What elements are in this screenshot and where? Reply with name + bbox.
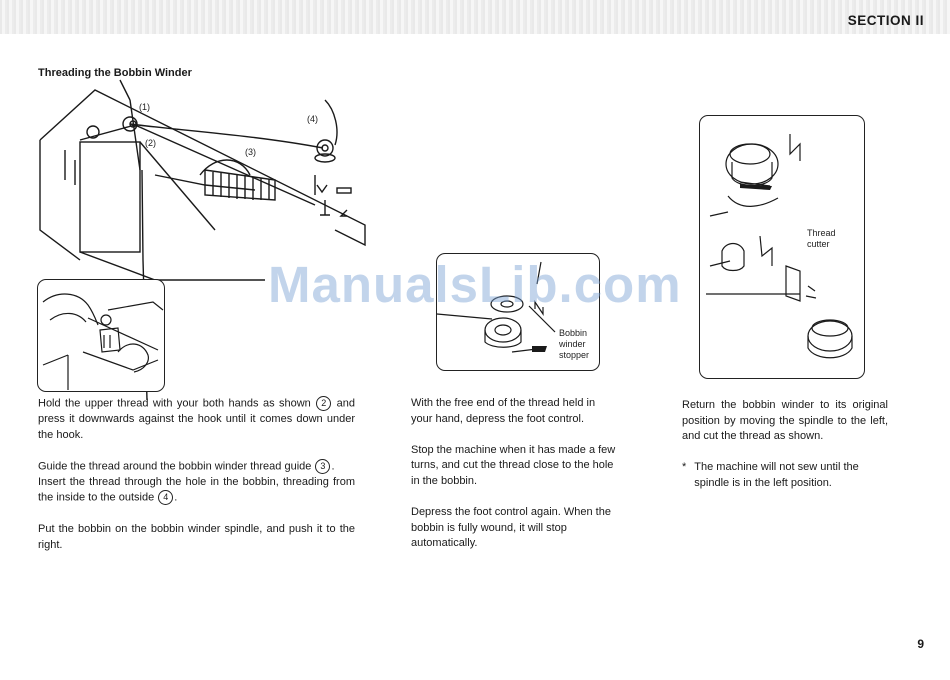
paragraph-2-text-c: Insert the thread through the hole in the bobbin, threading from the inside to the outside xyxy=(38,475,355,504)
paragraph-6: Depress the foot control again. When the bobbin is fully wound, it will stop automatically. xyxy=(411,506,611,550)
step-number-4: 4 xyxy=(158,490,173,505)
paragraph-5: Stop the machine when it has made a few turns, and cut the thread close to the hole in the bobbin. xyxy=(411,443,616,487)
page-heading: Threading the Bobbin Winder xyxy=(38,67,192,79)
step-number-2: 2 xyxy=(316,396,331,411)
callout-3: (3) xyxy=(245,147,256,157)
paragraph-2-text-d: . xyxy=(174,491,178,504)
note-asterisk: * xyxy=(682,461,687,474)
instructions-column-2 xyxy=(411,396,618,568)
paragraph-1-text-b: and press it downwards against the hook until it comes down under the hook. xyxy=(38,397,355,441)
paragraph-1 xyxy=(38,396,355,443)
instructions-column-3 xyxy=(682,398,888,492)
note xyxy=(682,460,888,491)
hands-inset-figure xyxy=(37,279,165,392)
section-title: SECTION II xyxy=(847,13,924,28)
thread-cutter-figure xyxy=(699,115,865,379)
paragraph-7: Return the bobbin winder to its original position by moving the spindle to the left, and cut the thread as shown. xyxy=(682,399,888,443)
stopper-label-2: winder xyxy=(559,339,586,349)
paragraph-2 xyxy=(38,459,355,507)
scanned-header-band xyxy=(0,0,950,34)
note-text: The machine will not sew until the spindle is in the left position. xyxy=(694,461,859,489)
page-number: 9 xyxy=(917,637,924,651)
cutter-label-2: cutter xyxy=(807,239,830,249)
paragraph-2-text-b: . xyxy=(331,460,335,473)
paragraph-4: With the free end of the thread held in your hand, depress the foot control. xyxy=(411,397,596,425)
callout-4: (4) xyxy=(307,114,318,124)
stopper-label-1: Bobbin xyxy=(559,328,588,338)
instructions-column-1 xyxy=(38,396,355,569)
cutter-label-1: Thread xyxy=(807,228,836,238)
callout-1: (1) xyxy=(139,102,150,112)
step-number-3: 3 xyxy=(315,459,330,474)
callout-2: (2) xyxy=(145,138,156,148)
watermark: ManualsLib.com xyxy=(268,256,682,313)
paragraph-3: Put the bobbin on the bobbin winder spindle, and push it to the right. xyxy=(38,522,355,551)
stopper-label-3: stopper xyxy=(559,350,590,360)
paragraph-2-text-a: Guide the thread around the bobbin winder thread guide xyxy=(38,460,312,473)
paragraph-1-text-a: Hold the upper thread with your both hands as shown xyxy=(38,397,311,410)
bobbin-stopper-figure xyxy=(436,253,600,371)
